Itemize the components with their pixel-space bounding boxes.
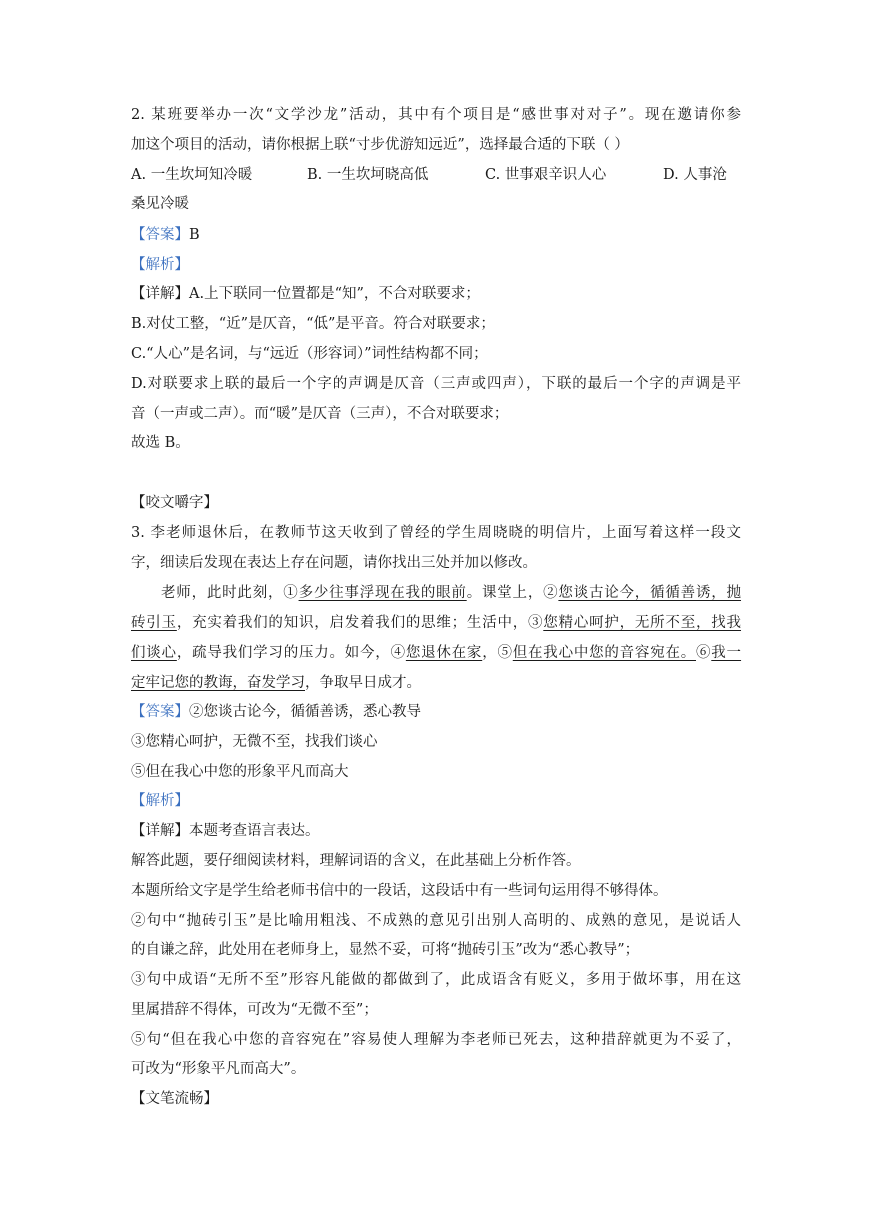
q3-stem-line-1: 3. 李老师退休后，在教师节这天收到了曾经的学生周晓晓的明信片，上面写着这样一段文 [131,525,741,541]
q2-answer-value: B [189,227,200,243]
q3-passage-line-4 [131,673,741,693]
passage-text: 。课堂上，② [466,585,559,601]
q3-answer-3: ⑤但在我心中您的形象平凡而高大 [131,764,349,780]
q2-detail-line-4: D.对联要求上联的最后一个字的声调是仄音（三声或四声），下联的最后一个字的声调是平 [131,376,741,392]
q2-analysis-tag: 【解析】 [131,257,189,273]
q3-detail-line-4: ②句中“抛砖引玉”是比喻用粗浅、不成熟的意见引出别人高明的、成熟的意见，是说话人 [131,913,741,929]
q3-passage-line-1 [161,583,741,603]
q3-answer-line-1 [131,702,741,722]
passage-text: ，⑤ [482,645,513,661]
q2-option-b: B. 一生坎坷晓高低 [307,167,429,183]
q3-detail-line-8: ⑤句“但在我心中您的音容宛在”容易使人理解为李老师已死去，这种措辞就更为不妥了， [131,1032,741,1048]
section-heading-wenbi: 【文笔流畅】 [131,1091,218,1107]
q3-detail-line-5: 的自谦之辞，此处用在老师身上，显然不妥，可将“抛砖引玉”改为“悉心教导”； [131,942,640,958]
q2-detail-line-2: B.对仗工整，“近”是仄音，“低”是平音。符合对联要求； [131,316,495,332]
answer-tag: 【答案】 [131,704,189,720]
q3-passage-line-2 [131,613,741,633]
passage-text: 老师，此时此刻，① [161,585,299,601]
passage-underlined: 们谈心 [131,645,177,661]
q3-detail-line-9: 可改为“形象平凡而高大”。 [131,1061,306,1077]
q2-detail-line-1: 【详解】A.上下联同一位置都是“知”，不合对联要求； [131,286,480,302]
q3-detail-line-1: 【详解】本题考查语言表达。 [131,823,320,839]
q3-answer-1: ②您谈古论今，循循善诱，悉心教导 [189,704,421,720]
q2-detail-line-6: 故选 B。 [131,435,190,451]
q3-detail-line-2: 解答此题，要仔细阅读材料，理解词语的含义，在此基础上分析作答。 [131,853,581,869]
passage-underlined: 多少往事浮现在我的眼前 [298,585,467,601]
passage-underlined: 您谈古论今，循循善诱，抛 [558,585,742,601]
q3-analysis-tag: 【解析】 [131,793,189,809]
q2-option-d: D. 人事沧 [663,167,727,183]
passage-text: ，疏导我们学习的压力。如今，④ [176,645,406,661]
answer-tag: 【答案】 [131,227,189,243]
q3-answer-2: ③您精心呵护，无微不至，找我们谈心 [131,734,378,750]
q3-detail-line-7: 里属措辞不得体，可改为“无微不至”； [131,1002,378,1018]
q3-detail-line-6: ③句中成语“无所不至”形容凡能做的都做到了，此成语含有贬义，多用于做坏事，用在这 [131,972,741,988]
passage-underlined: 您退休在家 [405,645,483,661]
q2-answer [131,225,741,245]
q2-detail-line-3: C.“人心”是名词，与“远近（形容词）”词性结构都不同； [131,346,488,362]
q2-option-c: C. 世事艰辛识人心 [485,167,607,183]
q2-option-a: A. 一生坎坷知冷暖 [131,167,253,183]
passage-text: ，充实着我们的知识，启发着我们的思维；生活中，③ [176,615,544,631]
q2-detail-line-5: 音（一声或二声）。而“暖”是仄音（三声），不合对联要求； [131,406,509,422]
q2-option-d-continued: 桑见冷暖 [131,196,189,212]
q3-passage-line-3 [131,643,741,663]
passage-underlined: 砖引玉 [131,615,177,631]
passage-underlined: 定牢记您的教诲，奋发学习 [131,675,305,691]
q3-detail-line-3: 本题所给文字是学生给老师书信中的一段话，这段话中有一些词句运用得不够得体。 [131,883,668,899]
passage-text: ，争取早日成才。 [305,675,421,691]
q2-stem-line-2: 加这个项目的活动，请你根据上联“寸步优游知远近”，选择最合适的下联（ ） [131,137,629,153]
q2-stem-line-1: 2. 某班要举办一次“文学沙龙”活动，其中有个项目是“感世事对对子”。现在邀请你参 [131,107,741,123]
section-heading-yaowen: 【咬文嚼字】 [131,495,218,511]
passage-underlined: 您精心呵护，无所不至，找我 [543,615,742,631]
q3-stem-line-2: 字，细读后发现在表达上存在问题，请你找出三处并加以修改。 [131,555,537,571]
passage-underlined: 我一 [711,645,742,661]
passage-text: ⑥ [696,645,712,661]
passage-underlined: 但在我心中您的音容宛在。 [512,645,696,661]
